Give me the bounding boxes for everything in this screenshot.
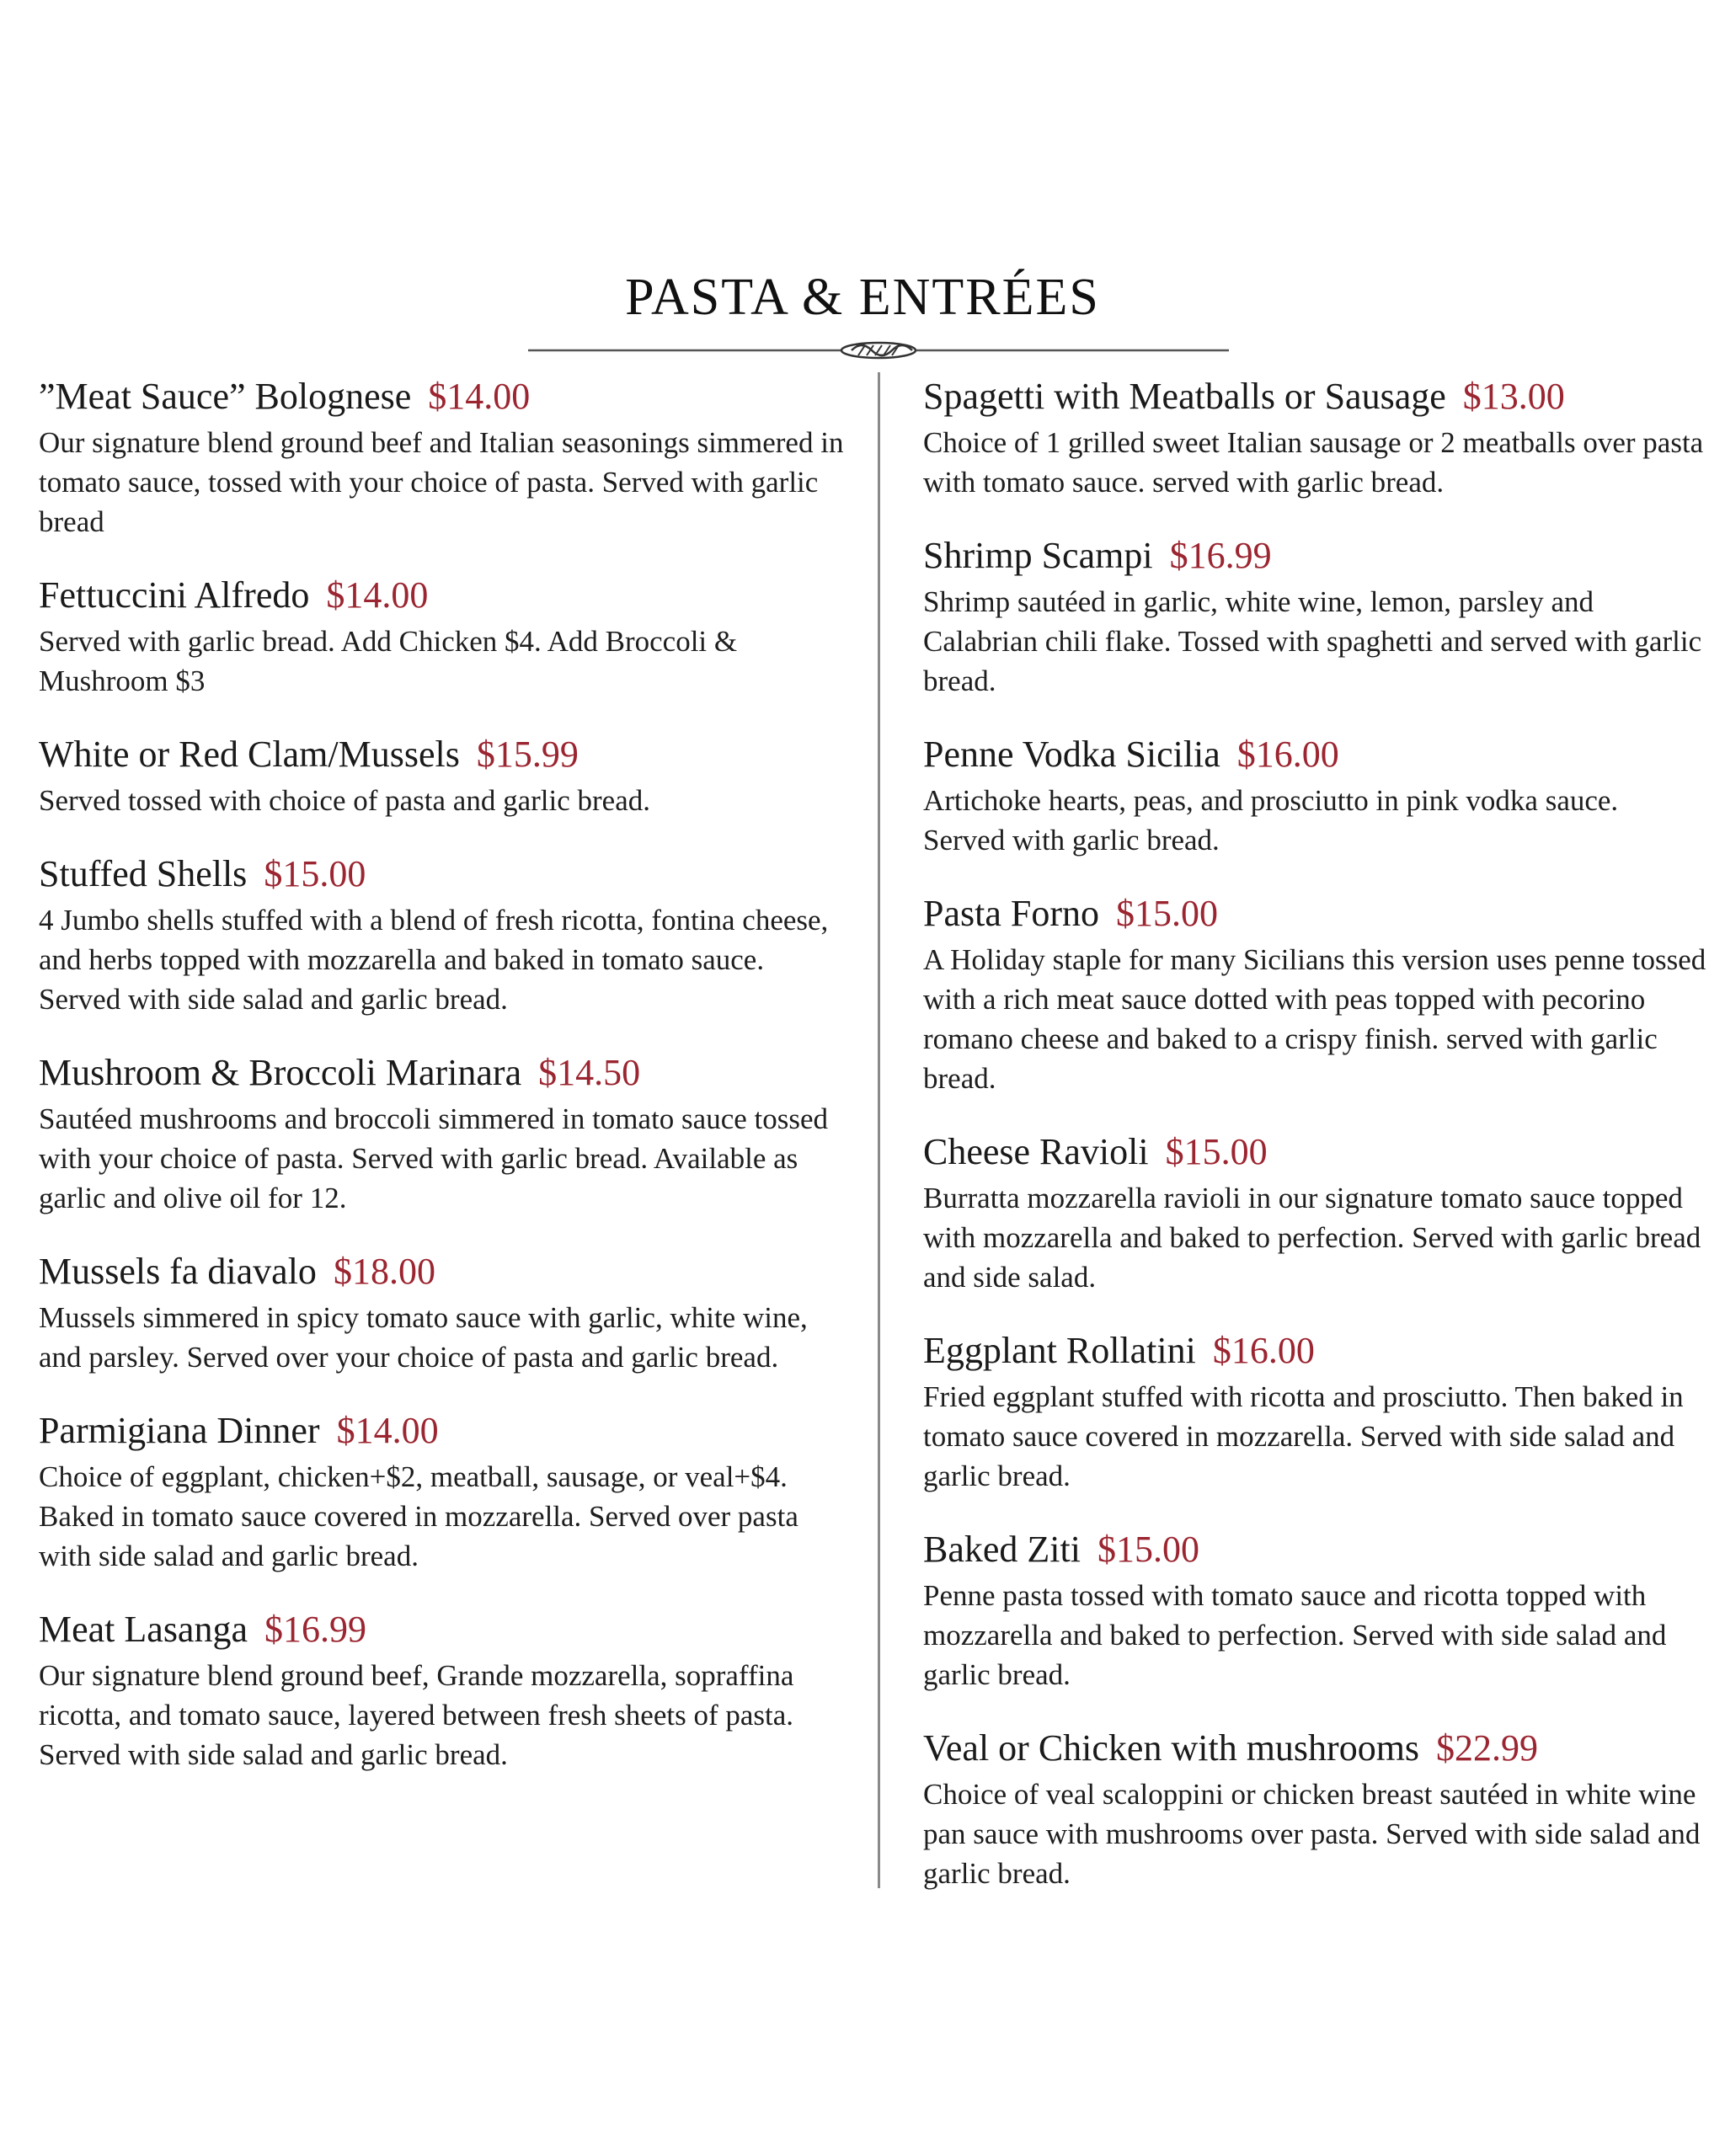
item-heading — [39, 1049, 847, 1097]
item-name: White or Red Clam/Mussels — [39, 734, 460, 775]
item-description: Choice of 1 grilled sweet Italian sausage or 2 meatballs over pasta with tomato sauce. served with garlic bread. — [923, 426, 1704, 499]
item-name: Spagetti with Meatballs or Sausage — [923, 376, 1446, 417]
item-heading — [923, 1128, 1706, 1177]
ornamental-divider — [528, 335, 1229, 366]
menu-item — [39, 372, 847, 542]
item-description: Choice of veal scaloppini or chicken breast sautéed in white wine pan sauce with mushrooms over pasta. Served with side salad and garlic bread. — [923, 1778, 1701, 1890]
item-name: Stuffed Shells — [39, 853, 248, 894]
item-description: Artichoke hearts, peas, and prosciutto in pink vodka sauce. Served with garlic bread. — [923, 784, 1619, 857]
item-description: A Holiday staple for many Sicilians this version uses penne tossed with a rich meat sauce dotted with peas topped with pecorino romano cheese and baked to a crispy finish. served with garlic bread. — [923, 943, 1706, 1095]
menu-item — [39, 1605, 847, 1774]
item-description: Served tossed with choice of pasta and garlic bread. — [39, 784, 650, 817]
item-name: Penne Vodka Sicilia — [923, 734, 1220, 775]
item-price: $18.00 — [333, 1251, 435, 1292]
menu-item — [39, 1406, 847, 1576]
item-description: Sautéed mushrooms and broccoli simmered in tomato sauce tossed with your choice of pasta. Served with garlic bread. Available as garlic and olive oil for 12. — [39, 1102, 829, 1214]
item-price: $14.00 — [326, 574, 429, 616]
item-price: $15.00 — [264, 853, 366, 894]
item-price: $14.00 — [428, 376, 531, 417]
item-name: Veal or Chicken with mushrooms — [923, 1727, 1420, 1769]
item-name: Mushroom & Broccoli Marinara — [39, 1052, 522, 1093]
menu-item — [923, 531, 1706, 701]
item-name: Meat Lasanga — [39, 1609, 248, 1650]
item-description: 4 Jumbo shells stuffed with a blend of fresh ricotta, fontina cheese, and herbs topped with mozzarella and baked in tomato sauce. Served with side salad and garlic bread. — [39, 904, 829, 1016]
item-heading — [39, 730, 847, 779]
item-price: $16.99 — [1169, 535, 1272, 576]
item-name: Eggplant Rollatini — [923, 1330, 1196, 1371]
item-price: $15.00 — [1165, 1131, 1268, 1172]
menu-item — [923, 1525, 1706, 1694]
item-name: Fettuccini Alfredo — [39, 574, 310, 616]
item-price: $14.50 — [538, 1052, 641, 1093]
item-description: Our signature blend ground beef and Italian seasonings simmered in tomato sauce, tossed with your choice of pasta. Served with garlic bread — [39, 426, 844, 538]
item-price: $15.00 — [1097, 1529, 1199, 1570]
item-heading — [39, 1605, 847, 1654]
item-heading — [923, 1326, 1706, 1375]
item-heading — [923, 1525, 1706, 1574]
item-heading — [923, 1724, 1706, 1773]
menu-item — [923, 730, 1706, 860]
item-description: Our signature blend ground beef, Grande mozzarella, sopraffina ricotta, and tomato sauce, layered between fresh sheets of pasta. Served with side salad and garlic bread. — [39, 1659, 794, 1771]
item-description: Penne pasta tossed with tomato sauce and ricotta topped with mozzarella and baked to perfection. Served with side salad and garlic bread. — [923, 1579, 1667, 1691]
menu-item — [39, 730, 847, 820]
item-description: Served with garlic bread. Add Chicken $4. Add Broccoli & Mushroom $3 — [39, 625, 738, 697]
menu-item — [923, 889, 1706, 1098]
menu-item — [923, 1326, 1706, 1496]
menu-item — [923, 372, 1706, 502]
item-name: Parmigiana Dinner — [39, 1410, 320, 1451]
item-heading — [923, 889, 1706, 938]
item-description: Mussels simmered in spicy tomato sauce with garlic, white wine, and parsley. Served over your choice of pasta and garlic bread. — [39, 1301, 808, 1374]
item-price: $14.00 — [336, 1410, 439, 1451]
item-heading — [923, 372, 1706, 421]
item-price: $15.00 — [1116, 893, 1218, 934]
item-description: Choice of eggplant, chicken+$2, meatball, sausage, or veal+$4. Baked in tomato sauce covered in mozzarella. Served over pasta with side salad and garlic bread. — [39, 1460, 798, 1572]
menu-item — [39, 1049, 847, 1218]
item-price: $15.99 — [476, 734, 579, 775]
menu-item — [923, 1128, 1706, 1297]
item-heading — [39, 850, 847, 899]
menu-title: PASTA & ENTRÉES — [625, 269, 1100, 326]
menu-item — [923, 1724, 1706, 1893]
menu-item — [39, 571, 847, 701]
left-column — [39, 372, 847, 1804]
item-heading — [923, 531, 1706, 580]
right-column — [923, 372, 1706, 1923]
item-description: Shrimp sautéed in garlic, white wine, lemon, parsley and Calabrian chili flake. Tossed with spaghetti and served with garlic bread. — [923, 585, 1702, 697]
item-price: $16.00 — [1212, 1330, 1315, 1371]
column-divider — [878, 372, 880, 1888]
item-price: $22.99 — [1436, 1727, 1539, 1769]
item-name: Mussels fa diavalo — [39, 1251, 317, 1292]
item-price: $16.99 — [264, 1609, 366, 1650]
item-heading — [39, 571, 847, 620]
item-name: ”Meat Sauce” Bolognese — [39, 376, 412, 417]
item-heading — [39, 1406, 847, 1455]
menu-item — [39, 850, 847, 1019]
item-heading — [923, 730, 1706, 779]
item-name: Shrimp Scampi — [923, 535, 1153, 576]
item-name: Pasta Forno — [923, 893, 1099, 934]
menu-item — [39, 1247, 847, 1377]
item-heading — [39, 1247, 847, 1296]
item-name: Baked Ziti — [923, 1529, 1081, 1570]
item-name: Cheese Ravioli — [923, 1131, 1149, 1172]
item-price: $13.00 — [1462, 376, 1565, 417]
item-description: Fried eggplant stuffed with ricotta and prosciutto. Then baked in tomato sauce covered in mozzarella. Served with side salad and garlic bread. — [923, 1380, 1684, 1492]
item-heading — [39, 372, 847, 421]
item-price: $16.00 — [1236, 734, 1339, 775]
item-description: Burratta mozzarella ravioli in our signature tomato sauce topped with mozzarella and baked to perfection. Served with garlic bread and side salad. — [923, 1182, 1701, 1294]
